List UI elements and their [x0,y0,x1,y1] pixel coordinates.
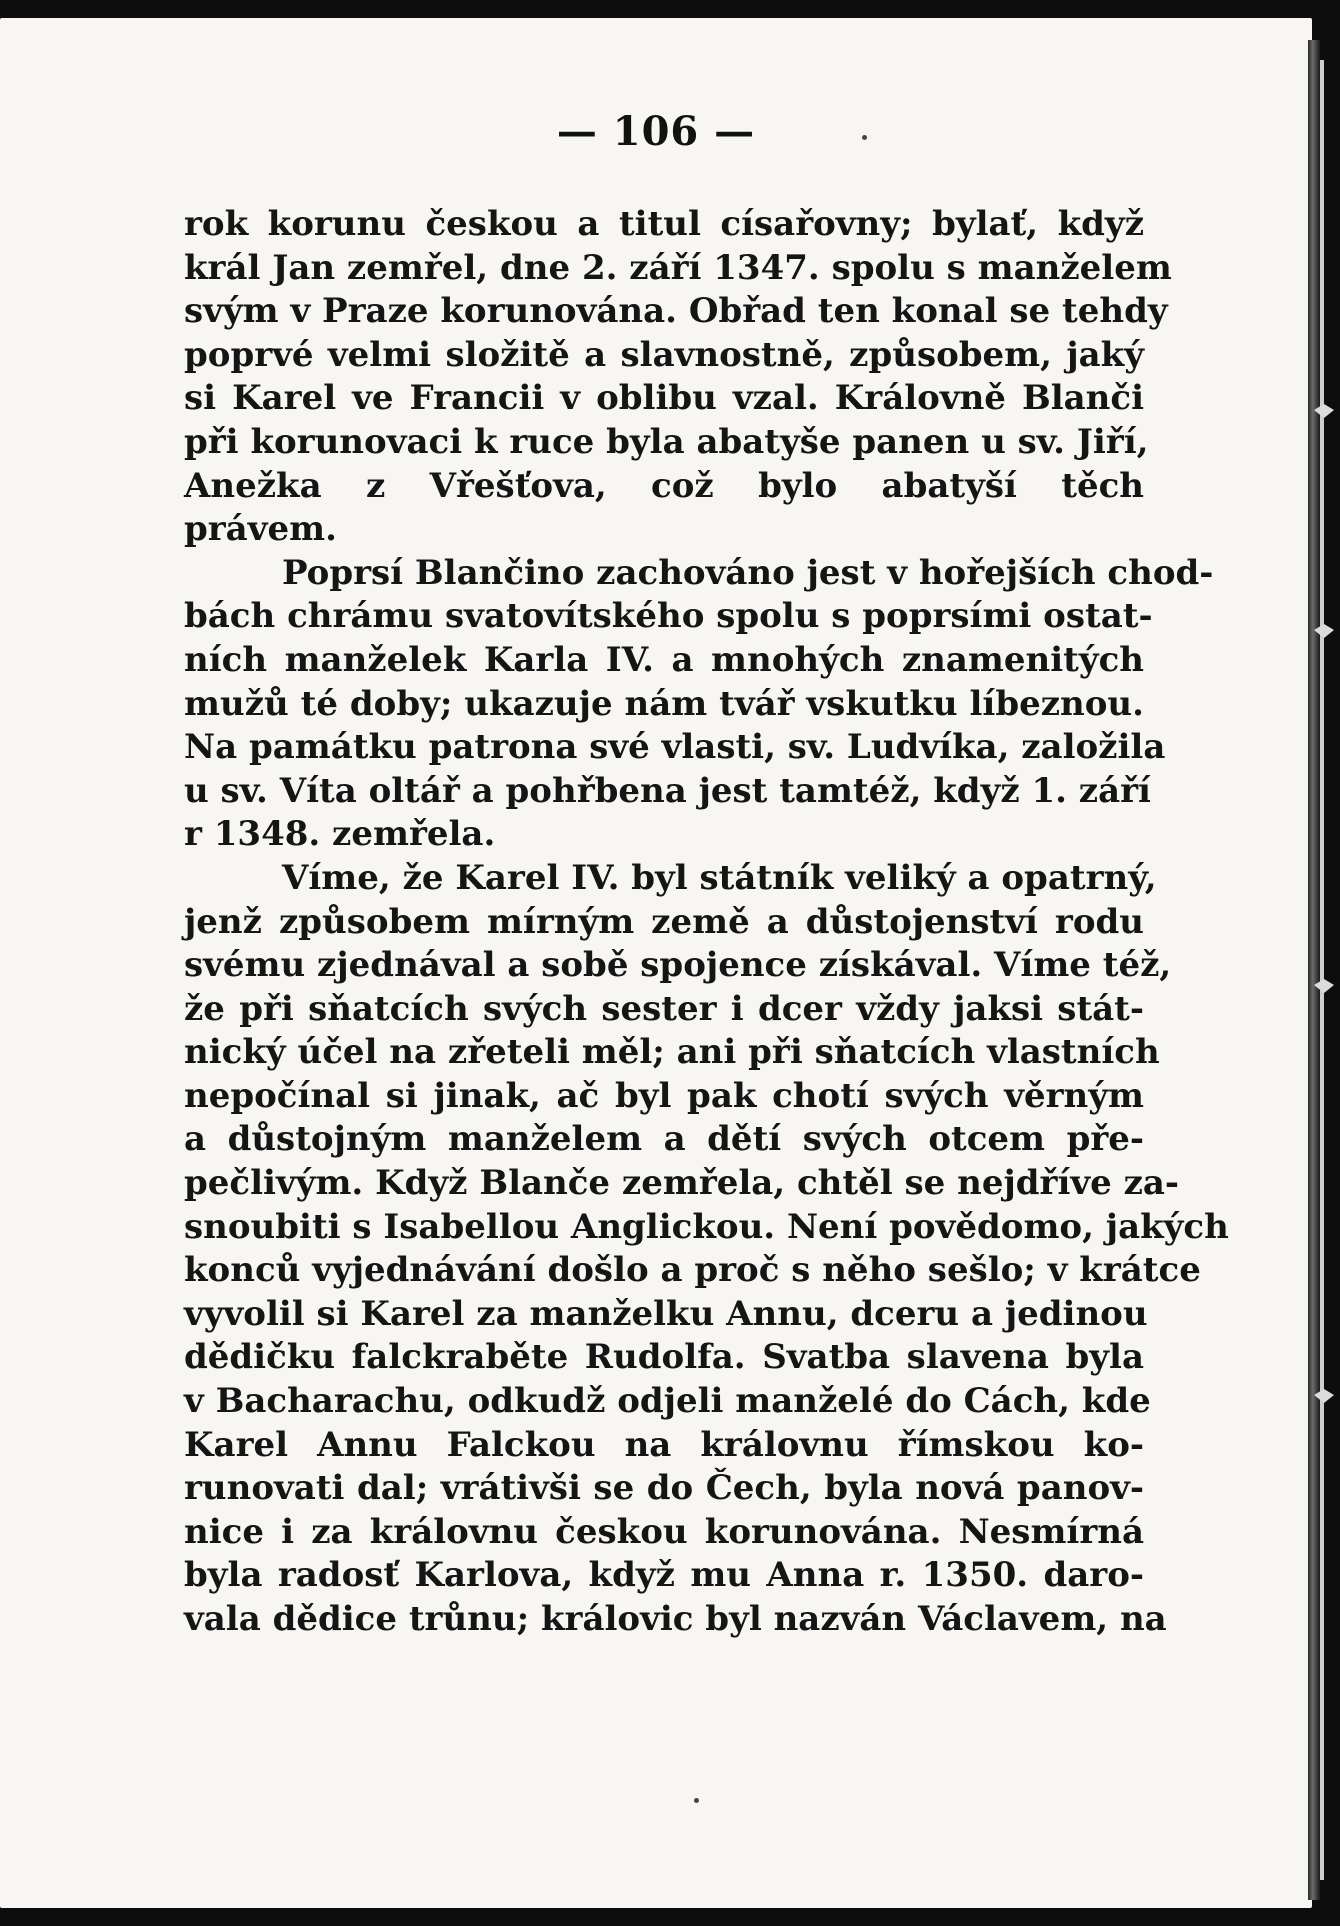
scan-speck [862,135,867,140]
text-line: nice i za královnu českou korunována. Nesmírná [184,1511,1144,1552]
text-line: mužů té doby; ukazuje nám tvář vskutku líbeznou. [184,683,1144,724]
text-line: konců vyjednávání došlo a proč s něho sešlo; v krátce [184,1250,1201,1291]
text-line: vala dědice trůnu; královic byl nazván Václavem, na [184,1599,1167,1639]
text-line: jenž způsobem mírným země a důstojenství rodu [184,901,1144,942]
text-line: právem. [184,509,337,550]
text-line: vyvolil si Karel za manželku Annu, dceru a jedinou [184,1293,1148,1334]
text-line: že při sňatcích svých sester i dcer vždy jaksi stát- [184,988,1144,1029]
text-line: dědičku falckraběte Rudolfa. Svatba slavena byla [184,1337,1144,1378]
text-line: Poprsí Blančino zachováno jest v hořejších chod- [282,552,1214,593]
text-line: nický účel na zřeteli měl; ani při sňatcích vlastních [184,1032,1160,1073]
text-line: Víme, že Karel IV. byl státník veliký a opatrný, [282,857,1157,898]
text-line: ních manželek Karla IV. a mnohých znamenitých [184,639,1144,680]
text-line: pečlivým. Když Blanče zemřela, chtěl se nejdříve za- [184,1163,1180,1204]
text-line: Na památku patrona své vlasti, sv. Ludvíka, založila [184,727,1166,768]
text-line: svému zjednával a sobě spojence získával. Víme též, [184,945,1172,986]
page-number-header: — 106 — [556,108,756,155]
text-line: runovati dal; vrátivši se do Čech, byla nová panov- [184,1468,1144,1509]
text-line: Karel Annu Falckou na královnu římskou ko- [184,1424,1144,1465]
text-line: si Karel ve Francii v oblibu vzal. Královně Blanči [184,378,1144,419]
text-line: poprvé velmi složitě a slavnostně, způsobem, jaký [184,334,1144,375]
binding-marks [1300,0,1340,1926]
text-line: bách chrámu svatovítského spolu s poprsími ostat- [184,596,1153,637]
text-line: při korunovaci k ruce byla abatyše panen u sv. Jiří, [184,421,1149,462]
text-line: v Bacharachu, odkudž odjeli manželé do Cách, kde [184,1381,1151,1422]
text-line: rok korunu českou a titul císařovny; bylať, když [184,204,1144,244]
text-line: snoubiti s Isabellou Anglickou. Není povědomo, jakých [184,1206,1229,1247]
text-line: Anežka z Vřešťova, což bylo abatyší těch [184,465,1144,506]
page-body-text [184,203,1229,1642]
text-line: král Jan zemřel, dne 2. září 1347. spolu s manželem [184,247,1172,288]
text-line: r 1348. zemřela. [184,814,496,855]
text-line: u sv. Víta oltář a pohřbena jest tamtéž, když 1. září [184,770,1151,811]
text-line: nepočínal si jinak, ač byl pak chotí svých věrným [184,1075,1144,1116]
text-line: byla radosť Karlova, když mu Anna r. 1350. daro- [184,1555,1144,1596]
text-line: svým v Praze korunována. Obřad ten konal se tehdy [184,291,1168,332]
scan-speck [694,1798,699,1803]
text-line: a důstojným manželem a dětí svých otcem pře- [184,1119,1144,1160]
